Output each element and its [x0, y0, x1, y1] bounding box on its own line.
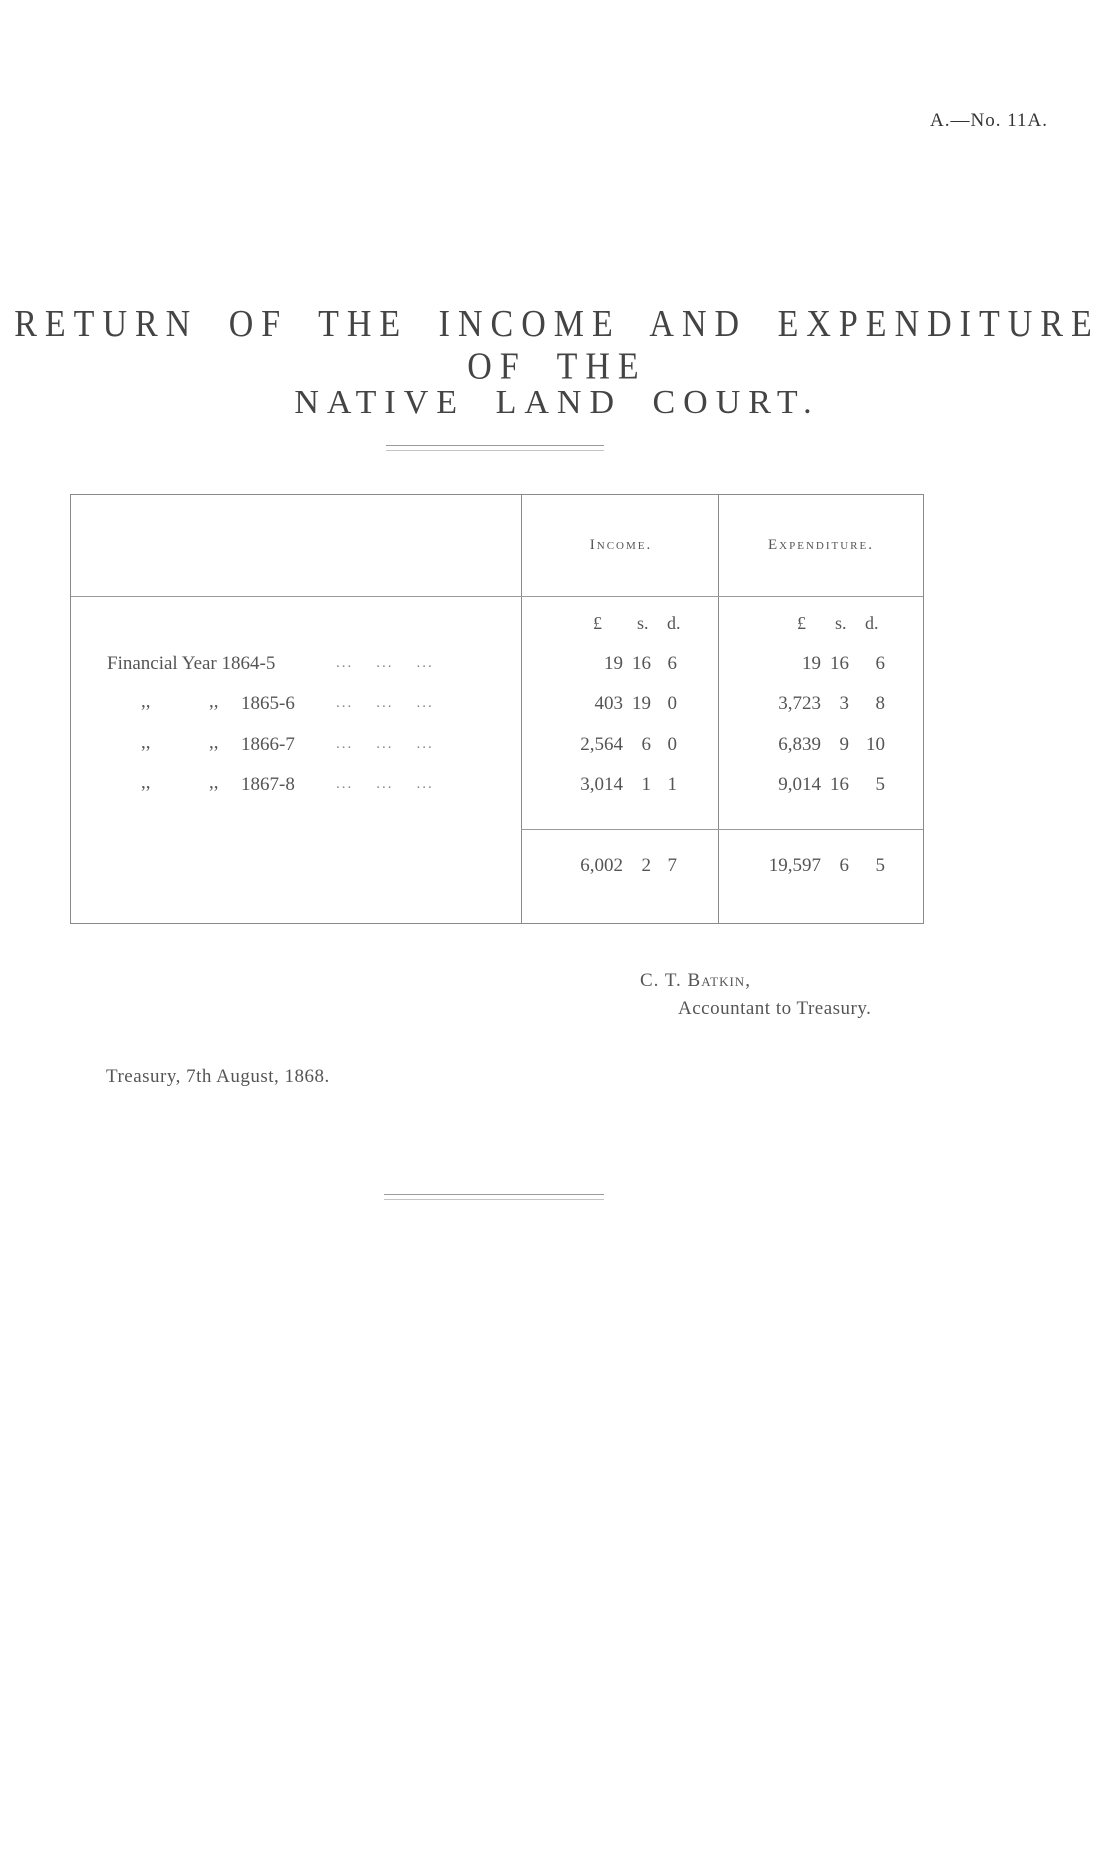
row-leaders: ... ... ... [336, 736, 434, 752]
total-expenditure-pence: 5 [875, 855, 885, 876]
table-divider-expenditure [718, 495, 719, 923]
income-pounds: 3,014 [580, 774, 623, 795]
expenditure-pounds: 9,014 [778, 774, 821, 795]
total-expenditure-pounds: 19,597 [768, 855, 821, 876]
expenditure-pounds: 6,839 [778, 734, 821, 755]
expenditure-column-header: Expenditure. [768, 537, 874, 553]
row-label: Financial Year 1864-5 [107, 653, 276, 674]
income-shillings: 19 [632, 693, 651, 714]
page-title-line-1: RETURN OF THE INCOME AND EXPENDITURE OF THE [14, 303, 1100, 388]
total-income-shillings: 2 [641, 855, 651, 876]
total-income-pence: 7 [667, 855, 677, 876]
expenditure-pounds: 19 [802, 653, 821, 674]
page-title-line-2: NATIVE LAND COURT. [294, 384, 820, 421]
income-pence: 0 [667, 734, 677, 755]
income-shillings: 6 [641, 734, 651, 755]
signatory-name: C. T. Batkin, [640, 970, 751, 991]
expenditure-pounds: 3,723 [778, 693, 821, 714]
expenditure-unit-pound: £ [797, 613, 806, 633]
row-ditto-1: ,, [141, 772, 151, 793]
title-divider [386, 445, 604, 446]
income-pounds: 19 [604, 653, 623, 674]
expenditure-pence: 10 [866, 734, 885, 755]
income-shillings: 1 [641, 774, 651, 795]
document-reference: A.—No. 11A. [930, 110, 1048, 131]
row-ditto-2: ,, [209, 732, 219, 753]
title-divider-lower [386, 450, 604, 451]
income-unit-pence: d. [667, 613, 681, 633]
row-leaders: ... ... ... [336, 776, 434, 792]
table-header-rule [71, 596, 923, 597]
row-ditto-1: ,, [141, 691, 151, 712]
expenditure-shillings: 3 [839, 693, 849, 714]
closing-divider [384, 1194, 604, 1195]
signatory-title: Accountant to Treasury. [678, 998, 872, 1019]
income-unit-pound: £ [593, 613, 602, 633]
closing-divider-lower [384, 1199, 604, 1200]
table-totals-rule [521, 829, 923, 830]
expenditure-shillings: 9 [839, 734, 849, 755]
row-ditto-1: ,, [141, 732, 151, 753]
income-column-header: Income. [589, 537, 653, 553]
expenditure-unit-shilling: s. [835, 613, 847, 633]
expenditure-shillings: 16 [830, 774, 849, 795]
expenditure-pence: 5 [875, 774, 885, 795]
expenditure-pence: 6 [875, 653, 885, 674]
expenditure-pence: 8 [875, 693, 885, 714]
row-year: 1865-6 [241, 693, 295, 714]
expenditure-unit-pence: d. [865, 613, 879, 633]
row-leaders: ... ... ... [336, 695, 434, 711]
date-line: Treasury, 7th August, 1868. [106, 1066, 330, 1087]
income-pence: 6 [667, 653, 677, 674]
total-expenditure-shillings: 6 [839, 855, 849, 876]
row-ditto-2: ,, [209, 772, 219, 793]
row-ditto-2: ,, [209, 691, 219, 712]
row-year: 1866-7 [241, 734, 295, 755]
income-pounds: 403 [594, 693, 623, 714]
total-income-pounds: 6,002 [580, 855, 623, 876]
row-leaders: ... ... ... [336, 655, 434, 671]
income-unit-shilling: s. [637, 613, 649, 633]
income-pence: 1 [667, 774, 677, 795]
income-pence: 0 [667, 693, 677, 714]
expenditure-shillings: 16 [830, 653, 849, 674]
income-pounds: 2,564 [580, 734, 623, 755]
table-divider-income [521, 495, 522, 923]
row-year: 1867-8 [241, 774, 295, 795]
income-shillings: 16 [632, 653, 651, 674]
income-expenditure-table [70, 494, 924, 924]
